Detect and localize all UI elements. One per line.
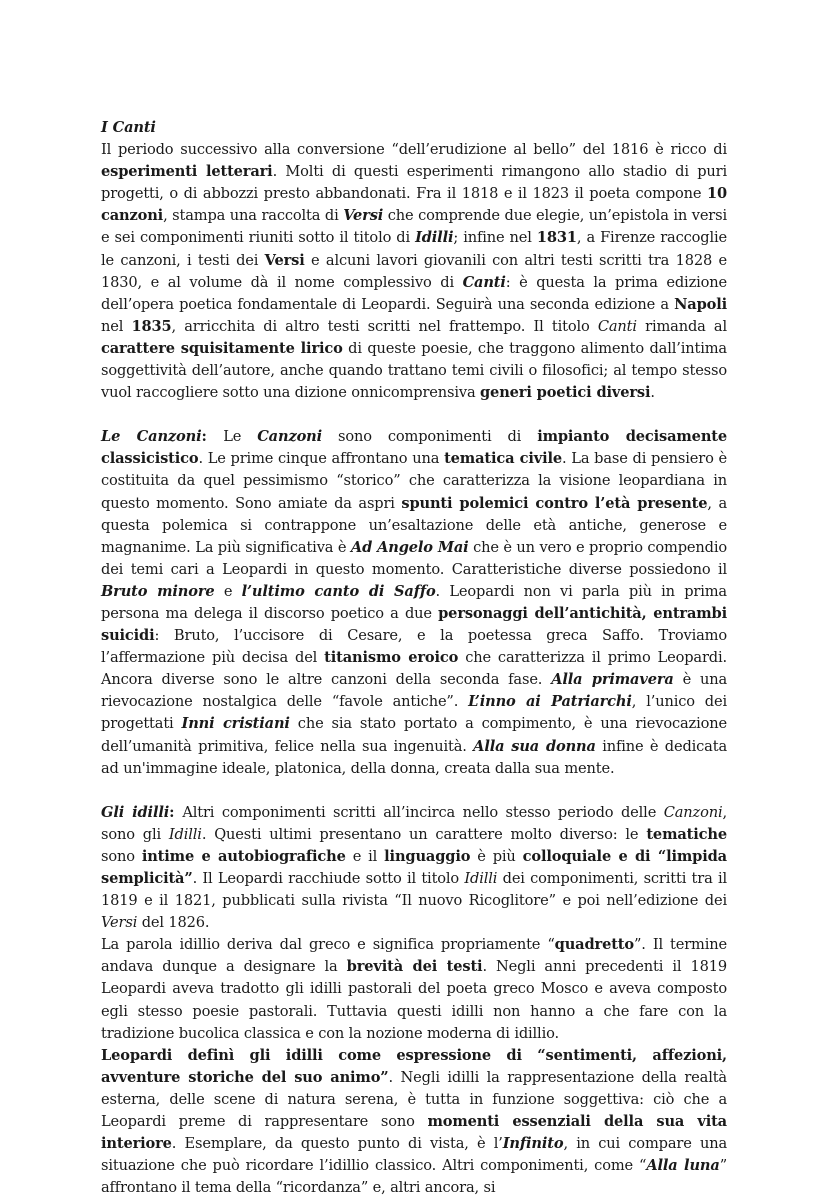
text-run: : <box>169 803 183 821</box>
section-title: I Canti <box>101 119 156 136</box>
text-run: che caratterizza il primo Leopardi. Ancora diverse sono le altre canzoni della seconda fase. <box>101 649 727 689</box>
text-run: Canti <box>462 273 506 291</box>
text-run: : Bruto, l’uccisore di Cesare, e la poetessa greca Saffo. Troviamo l’affermazione più decisa del <box>101 627 727 667</box>
text-run: , stampa una raccolta di <box>163 207 344 225</box>
text-run: titanismo eroico <box>324 649 459 667</box>
text-run: momenti essenziali della sua vita interiore <box>101 1113 727 1153</box>
text-run: Versi <box>101 914 138 932</box>
text-run: : è questa la prima edizione dell’opera poetica fondamentale di Leopardi. Seguirà una seconda edizione a <box>101 273 727 313</box>
text-run: Idilli <box>415 229 454 247</box>
text-run: . Questi ultimi presentano un carattere molto diverso: le <box>201 825 647 843</box>
document-body <box>101 117 727 1199</box>
text-run: Leopardi definì gli idilli come espressione di “sentimenti, affezioni, avventure storiche del suo animo” <box>101 1046 727 1086</box>
text-run: rimanda al <box>636 317 727 335</box>
text-run: La parola idillio deriva dal greco e significa propriamente “ <box>101 936 555 954</box>
text-run: sono componimenti di <box>322 428 538 446</box>
text-run: Alla luna <box>646 1157 720 1175</box>
text-run: Alla sua donna <box>473 737 596 755</box>
text-run: spunti polemici contro l’età presente <box>401 494 708 512</box>
text-run: , a Firenze raccoglie le canzoni, i testi dei <box>101 229 727 269</box>
text-run: che comprende due elegie, un’epistola in versi e sei componimenti riuniti sotto il titolo di <box>101 207 727 247</box>
text-run: nel <box>101 317 132 335</box>
canzoni-paragraph <box>101 426 727 780</box>
text-run: del 1826. <box>137 914 210 932</box>
text-run: , in cui compare una situazione che può ricordare l’idillio classico. Altri componimenti, come “ <box>101 1135 727 1175</box>
text-run: tematiche <box>646 825 727 843</box>
text-run: che è un vero e proprio compendio dei temi cari a Leopardi in questo momento. Caratteristiche diverse possiedono il <box>101 538 728 578</box>
text-run: . Il Leopardi racchiude sotto il titolo <box>192 870 465 887</box>
text-run: Canzoni <box>663 803 723 821</box>
text-run: l’ultimo canto di Saffo <box>241 582 436 600</box>
text-run: Idilli <box>168 825 202 843</box>
text-run: ”. Il termine andava dunque a designare la <box>101 936 727 976</box>
text-run: . Esemplare, da questo punto di vista, è l’ <box>171 1135 503 1153</box>
text-run: Napoli <box>674 295 727 313</box>
text-run: Inni cristiani <box>181 715 290 733</box>
text-run: Versi <box>264 251 305 269</box>
text-run: . Negli idilli la rappresentazione della realtà esterna, delle scene di natura serena, è tutta in funzione soggettiva: ciò che a Leopardi preme di rappresentare sono <box>101 1068 727 1131</box>
text-run: , l’unico dei progettati <box>101 693 727 733</box>
text-run: di queste poesie, che traggono alimento dall’intima soggettività dell’autore, anche quando trattano temi civili o filosofici; al tempo stesso vuol raccogliere sotto una dizione onnicomprensiva <box>101 339 727 402</box>
text-run: 1835 <box>131 317 172 335</box>
text-run: brevità dei testi <box>346 958 483 976</box>
text-run: Ad Angelo Mai <box>350 538 469 556</box>
text-run: . La base di pensiero è costituita da quel pessimismo “storico” che caratterizza la visione leopardiana in questo momento. Sono amiate da aspri <box>101 450 728 512</box>
paragraph-gap <box>101 780 727 802</box>
text-run: : <box>201 428 224 446</box>
text-run: sono <box>101 847 142 865</box>
text-run: Alla primavera <box>551 671 674 689</box>
text-run: carattere squisitamente lirico <box>101 339 343 357</box>
text-run: Canzoni <box>257 428 323 446</box>
text-run: Canti <box>597 317 637 335</box>
idilli-paragraph <box>101 802 727 935</box>
text-run: Le Canzoni <box>101 428 202 446</box>
text-run: è una rievocazione nostalgica delle “favole antiche”. <box>101 671 727 711</box>
canti-paragraph <box>101 139 727 404</box>
text-run: L’inno ai Patriarchi <box>468 693 632 711</box>
text-run: quadretto <box>554 936 634 954</box>
text-run: personaggi dell’antichità, entrambi suicidi <box>101 604 727 645</box>
text-run: , a questa polemica si contrappone un’esaltazione delle età antiche, generose e magnanime. La più significativa è <box>101 494 727 556</box>
idillio-definition-paragraph <box>101 934 727 1044</box>
text-run: e il <box>345 847 385 865</box>
text-run: , arricchita di altro testi scritti nel frattempo. Il titolo <box>171 317 598 335</box>
text-run: 10 canzoni <box>101 185 727 225</box>
text-run: impianto decisamente classicistico <box>101 428 728 468</box>
text-run: linguaggio <box>384 847 471 865</box>
text-run: infine è dedicata ad un'immagine ideale, platonica, della donna, creata dalla sua mente. <box>101 737 728 777</box>
text-run: dei componimenti, scritti tra il 1819 e il 1821, pubblicati sulla rivista “Il nuovo Ricoglitore” e poi nell’edizione dei <box>101 870 727 910</box>
text-run: che sia stato portato a compimento, è una rievocazione dell’umanità primitiva, felice nella sua ingenuità. <box>101 715 727 755</box>
text-run: . Le prime cinque affrontano una <box>198 450 445 468</box>
text-run: Bruto minore <box>101 582 215 600</box>
text-run: , sono gli <box>101 803 727 843</box>
text-run: generi poetici diversi <box>480 384 651 402</box>
paragraph-gap <box>101 404 727 426</box>
text-run: . Molti di questi esperimenti rimangono allo stadio di puri progetti, o di abbozzi presto abbandonati. Fra il 1818 e il 1823 il poeta compone <box>101 163 727 203</box>
text-run: e <box>214 582 242 600</box>
text-run: ” affrontano il tema della “ricordanza” e, altri ancora, si <box>101 1157 727 1197</box>
text-run: . Leopardi non vi parla più in prima persona ma delega il discorso poetico a due <box>101 582 727 622</box>
text-run: tematica civile <box>444 450 563 468</box>
text-run: Idilli <box>464 870 498 887</box>
text-run: Versi <box>343 207 384 225</box>
text-run: è più <box>470 847 523 865</box>
text-run: esperimenti letterari <box>101 163 273 181</box>
text-run: . <box>650 384 655 402</box>
text-run: 1831 <box>536 229 577 247</box>
text-run: Infinito <box>502 1135 564 1153</box>
idilli-espressione-paragraph <box>101 1045 727 1199</box>
text-run: e alcuni lavori giovanili con altri testi scritti tra 1828 e 1830, e al volume dà il nome complessivo di <box>101 251 727 291</box>
text-run: Gli idilli <box>101 803 170 821</box>
text-run: Altri componimenti scritti all’incirca nello stesso periodo delle <box>182 803 664 821</box>
text-run: Le <box>223 428 258 446</box>
text-run: intime e autobiografiche <box>141 847 346 865</box>
text-run: . Negli anni precedenti il 1819 Leopardi aveva tradotto gli idilli pastorali del poeta greco Mosco e aveva composto egli stesso poesie pastorali. Tuttavia questi idilli non hanno a che fare con la tradizione bucolica classica e con la nozione moderna di idillio. <box>101 958 727 1042</box>
text-run: ; infine nel <box>453 229 537 247</box>
text-run: Il periodo successivo alla conversione “dell’erudizione al bello” del 1816 è ricco di <box>101 141 727 159</box>
text-run: colloquiale e di “limpida semplicità” <box>101 847 727 887</box>
